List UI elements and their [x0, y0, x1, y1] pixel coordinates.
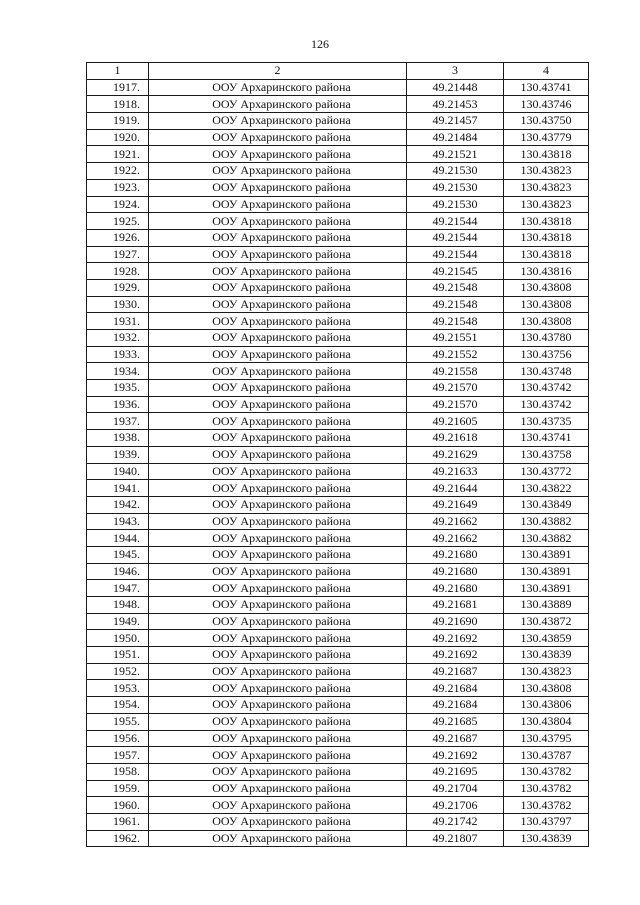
latitude-cell: 49.21680: [407, 546, 504, 563]
latitude-cell: 49.21690: [407, 613, 504, 630]
table-row: [87, 830, 589, 847]
row-number-cell: 1939.: [87, 446, 149, 463]
latitude-cell: 49.21692: [407, 647, 504, 664]
row-number-cell: 1930.: [87, 296, 149, 313]
row-number-cell: 1962.: [87, 830, 149, 847]
latitude-cell: 49.21742: [407, 813, 504, 830]
row-number-cell: 1933.: [87, 346, 149, 363]
object-name-cell: ООУ Архаринского района: [149, 697, 407, 714]
coordinates-table: [86, 62, 589, 847]
longitude-cell: 130.43872: [504, 613, 589, 630]
table-row: [87, 446, 589, 463]
object-name-cell: ООУ Архаринского района: [149, 496, 407, 513]
row-number-cell: 1937.: [87, 413, 149, 430]
latitude-cell: 49.21692: [407, 747, 504, 764]
table-row: [87, 463, 589, 480]
row-number-cell: 1926.: [87, 229, 149, 246]
latitude-cell: 49.21662: [407, 513, 504, 530]
object-name-cell: ООУ Архаринского района: [149, 263, 407, 280]
latitude-cell: 49.21570: [407, 380, 504, 397]
row-number-cell: 1938.: [87, 430, 149, 447]
table-row: [87, 780, 589, 797]
latitude-cell: 49.21548: [407, 296, 504, 313]
latitude-cell: 49.21544: [407, 213, 504, 230]
object-name-cell: ООУ Архаринского района: [149, 196, 407, 213]
longitude-cell: 130.43808: [504, 296, 589, 313]
longitude-cell: 130.43839: [504, 647, 589, 664]
object-name-cell: ООУ Архаринского района: [149, 513, 407, 530]
latitude-cell: 49.21457: [407, 113, 504, 130]
object-name-cell: ООУ Архаринского района: [149, 813, 407, 830]
latitude-cell: 49.21521: [407, 146, 504, 163]
object-name-cell: ООУ Архаринского района: [149, 413, 407, 430]
table-row: [87, 697, 589, 714]
object-name-cell: ООУ Архаринского района: [149, 113, 407, 130]
object-name-cell: ООУ Архаринского района: [149, 730, 407, 747]
longitude-cell: 130.43818: [504, 146, 589, 163]
row-number-cell: 1961.: [87, 813, 149, 830]
table-row: [87, 797, 589, 814]
object-name-cell: ООУ Архаринского района: [149, 96, 407, 113]
row-number-cell: 1959.: [87, 780, 149, 797]
row-number-cell: 1935.: [87, 380, 149, 397]
latitude-cell: 49.21552: [407, 346, 504, 363]
object-name-cell: ООУ Архаринского района: [149, 763, 407, 780]
table-row: [87, 630, 589, 647]
latitude-cell: 49.21687: [407, 730, 504, 747]
row-number-cell: 1928.: [87, 263, 149, 280]
object-name-cell: ООУ Архаринского района: [149, 613, 407, 630]
table-row: [87, 663, 589, 680]
row-number-cell: 1956.: [87, 730, 149, 747]
longitude-cell: 130.43750: [504, 113, 589, 130]
latitude-cell: 49.21807: [407, 830, 504, 847]
object-name-cell: ООУ Архаринского района: [149, 830, 407, 847]
longitude-cell: 130.43818: [504, 213, 589, 230]
row-number-cell: 1919.: [87, 113, 149, 130]
longitude-cell: 130.43839: [504, 830, 589, 847]
row-number-cell: 1918.: [87, 96, 149, 113]
table-row: [87, 380, 589, 397]
longitude-cell: 130.43818: [504, 229, 589, 246]
longitude-cell: 130.43882: [504, 530, 589, 547]
longitude-cell: 130.43779: [504, 129, 589, 146]
latitude-cell: 49.21558: [407, 363, 504, 380]
latitude-cell: 49.21570: [407, 396, 504, 413]
longitude-cell: 130.43806: [504, 697, 589, 714]
row-number-cell: 1932.: [87, 330, 149, 347]
header-col-4: 4: [504, 63, 589, 80]
object-name-cell: ООУ Архаринского района: [149, 163, 407, 180]
latitude-cell: 49.21544: [407, 246, 504, 263]
object-name-cell: ООУ Архаринского района: [149, 229, 407, 246]
latitude-cell: 49.21544: [407, 229, 504, 246]
object-name-cell: ООУ Архаринского района: [149, 680, 407, 697]
longitude-cell: 130.43741: [504, 430, 589, 447]
table-row: [87, 496, 589, 513]
longitude-cell: 130.43808: [504, 313, 589, 330]
latitude-cell: 49.21530: [407, 179, 504, 196]
latitude-cell: 49.21649: [407, 496, 504, 513]
table-row: [87, 113, 589, 130]
latitude-cell: 49.21680: [407, 580, 504, 597]
object-name-cell: ООУ Архаринского района: [149, 279, 407, 296]
longitude-cell: 130.43804: [504, 713, 589, 730]
latitude-cell: 49.21548: [407, 313, 504, 330]
table-row: [87, 813, 589, 830]
latitude-cell: 49.21548: [407, 279, 504, 296]
longitude-cell: 130.43816: [504, 263, 589, 280]
table-row: [87, 530, 589, 547]
table-row: [87, 363, 589, 380]
object-name-cell: ООУ Архаринского района: [149, 663, 407, 680]
table-row: [87, 513, 589, 530]
longitude-cell: 130.43797: [504, 813, 589, 830]
row-number-cell: 1921.: [87, 146, 149, 163]
row-number-cell: 1946.: [87, 563, 149, 580]
table-row: [87, 597, 589, 614]
object-name-cell: ООУ Архаринского района: [149, 530, 407, 547]
latitude-cell: 49.21453: [407, 96, 504, 113]
object-name-cell: ООУ Архаринского района: [149, 213, 407, 230]
object-name-cell: ООУ Архаринского района: [149, 597, 407, 614]
latitude-cell: 49.21633: [407, 463, 504, 480]
table-row: [87, 396, 589, 413]
row-number-cell: 1925.: [87, 213, 149, 230]
table-row: [87, 747, 589, 764]
table-row: [87, 163, 589, 180]
latitude-cell: 49.21448: [407, 79, 504, 96]
table-row: [87, 96, 589, 113]
table-row: [87, 229, 589, 246]
row-number-cell: 1943.: [87, 513, 149, 530]
longitude-cell: 130.43823: [504, 163, 589, 180]
object-name-cell: ООУ Архаринского района: [149, 313, 407, 330]
longitude-cell: 130.43780: [504, 330, 589, 347]
longitude-cell: 130.43818: [504, 246, 589, 263]
object-name-cell: ООУ Архаринского района: [149, 430, 407, 447]
table-row: [87, 430, 589, 447]
longitude-cell: 130.43746: [504, 96, 589, 113]
longitude-cell: 130.43823: [504, 179, 589, 196]
object-name-cell: ООУ Архаринского района: [149, 546, 407, 563]
table-row: [87, 213, 589, 230]
object-name-cell: ООУ Архаринского района: [149, 129, 407, 146]
row-number-cell: 1951.: [87, 647, 149, 664]
row-number-cell: 1940.: [87, 463, 149, 480]
header-col-3: 3: [407, 63, 504, 80]
latitude-cell: 49.21618: [407, 430, 504, 447]
row-number-cell: 1936.: [87, 396, 149, 413]
longitude-cell: 130.43882: [504, 513, 589, 530]
table-row: [87, 79, 589, 96]
latitude-cell: 49.21605: [407, 413, 504, 430]
object-name-cell: ООУ Архаринского района: [149, 747, 407, 764]
row-number-cell: 1953.: [87, 680, 149, 697]
table-row: [87, 563, 589, 580]
object-name-cell: ООУ Архаринского района: [149, 713, 407, 730]
table-row: [87, 179, 589, 196]
table-row: [87, 263, 589, 280]
object-name-cell: ООУ Архаринского района: [149, 563, 407, 580]
table-row: [87, 413, 589, 430]
table-row: [87, 146, 589, 163]
table-row: [87, 713, 589, 730]
object-name-cell: ООУ Архаринского района: [149, 480, 407, 497]
object-name-cell: ООУ Архаринского района: [149, 797, 407, 814]
object-name-cell: ООУ Архаринского района: [149, 79, 407, 96]
latitude-cell: 49.21629: [407, 446, 504, 463]
longitude-cell: 130.43808: [504, 680, 589, 697]
latitude-cell: 49.21680: [407, 563, 504, 580]
longitude-cell: 130.43735: [504, 413, 589, 430]
row-number-cell: 1952.: [87, 663, 149, 680]
longitude-cell: 130.43742: [504, 380, 589, 397]
longitude-cell: 130.43891: [504, 563, 589, 580]
longitude-cell: 130.43808: [504, 279, 589, 296]
row-number-cell: 1922.: [87, 163, 149, 180]
row-number-cell: 1954.: [87, 697, 149, 714]
longitude-cell: 130.43742: [504, 396, 589, 413]
table-row: [87, 279, 589, 296]
table-row: [87, 730, 589, 747]
longitude-cell: 130.43891: [504, 580, 589, 597]
row-number-cell: 1927.: [87, 246, 149, 263]
object-name-cell: ООУ Архаринского района: [149, 463, 407, 480]
longitude-cell: 130.43823: [504, 196, 589, 213]
table-row: [87, 296, 589, 313]
latitude-cell: 49.21484: [407, 129, 504, 146]
table-row: [87, 330, 589, 347]
table-header: [87, 63, 589, 80]
table-row: [87, 647, 589, 664]
longitude-cell: 130.43889: [504, 597, 589, 614]
longitude-cell: 130.43758: [504, 446, 589, 463]
latitude-cell: 49.21685: [407, 713, 504, 730]
object-name-cell: ООУ Архаринского района: [149, 446, 407, 463]
row-number-cell: 1920.: [87, 129, 149, 146]
row-number-cell: 1955.: [87, 713, 149, 730]
longitude-cell: 130.43782: [504, 780, 589, 797]
table-row: [87, 480, 589, 497]
row-number-cell: 1950.: [87, 630, 149, 647]
object-name-cell: ООУ Архаринского района: [149, 396, 407, 413]
object-name-cell: ООУ Архаринского района: [149, 346, 407, 363]
row-number-cell: 1931.: [87, 313, 149, 330]
longitude-cell: 130.43772: [504, 463, 589, 480]
longitude-cell: 130.43787: [504, 747, 589, 764]
object-name-cell: ООУ Архаринского района: [149, 179, 407, 196]
table-row: [87, 580, 589, 597]
object-name-cell: ООУ Архаринского района: [149, 380, 407, 397]
row-number-cell: 1958.: [87, 763, 149, 780]
header-col-2: 2: [149, 63, 407, 80]
latitude-cell: 49.21692: [407, 630, 504, 647]
longitude-cell: 130.43756: [504, 346, 589, 363]
table-body: [87, 79, 589, 847]
latitude-cell: 49.21695: [407, 763, 504, 780]
latitude-cell: 49.21644: [407, 480, 504, 497]
latitude-cell: 49.21706: [407, 797, 504, 814]
object-name-cell: ООУ Архаринского района: [149, 296, 407, 313]
row-number-cell: 1917.: [87, 79, 149, 96]
object-name-cell: ООУ Архаринского района: [149, 363, 407, 380]
row-number-cell: 1924.: [87, 196, 149, 213]
row-number-cell: 1960.: [87, 797, 149, 814]
longitude-cell: 130.43782: [504, 763, 589, 780]
longitude-cell: 130.43822: [504, 480, 589, 497]
longitude-cell: 130.43795: [504, 730, 589, 747]
header-row: [87, 63, 589, 80]
longitude-cell: 130.43823: [504, 663, 589, 680]
row-number-cell: 1944.: [87, 530, 149, 547]
table-row: [87, 613, 589, 630]
row-number-cell: 1923.: [87, 179, 149, 196]
table-row: [87, 246, 589, 263]
table-row: [87, 346, 589, 363]
longitude-cell: 130.43849: [504, 496, 589, 513]
row-number-cell: 1942.: [87, 496, 149, 513]
row-number-cell: 1947.: [87, 580, 149, 597]
longitude-cell: 130.43782: [504, 797, 589, 814]
table-row: [87, 196, 589, 213]
table-row: [87, 546, 589, 563]
row-number-cell: 1941.: [87, 480, 149, 497]
latitude-cell: 49.21530: [407, 163, 504, 180]
latitude-cell: 49.21551: [407, 330, 504, 347]
object-name-cell: ООУ Архаринского района: [149, 146, 407, 163]
object-name-cell: ООУ Архаринского района: [149, 246, 407, 263]
longitude-cell: 130.43859: [504, 630, 589, 647]
object-name-cell: ООУ Архаринского района: [149, 780, 407, 797]
latitude-cell: 49.21662: [407, 530, 504, 547]
table-row: [87, 129, 589, 146]
latitude-cell: 49.21545: [407, 263, 504, 280]
table-row: [87, 680, 589, 697]
row-number-cell: 1957.: [87, 747, 149, 764]
object-name-cell: ООУ Архаринского района: [149, 330, 407, 347]
latitude-cell: 49.21681: [407, 597, 504, 614]
longitude-cell: 130.43741: [504, 79, 589, 96]
longitude-cell: 130.43891: [504, 546, 589, 563]
object-name-cell: ООУ Архаринского района: [149, 580, 407, 597]
latitude-cell: 49.21704: [407, 780, 504, 797]
object-name-cell: ООУ Архаринского района: [149, 647, 407, 664]
latitude-cell: 49.21684: [407, 680, 504, 697]
table-row: [87, 313, 589, 330]
row-number-cell: 1945.: [87, 546, 149, 563]
table-row: [87, 763, 589, 780]
row-number-cell: 1934.: [87, 363, 149, 380]
row-number-cell: 1949.: [87, 613, 149, 630]
page-number: 126: [311, 37, 329, 51]
latitude-cell: 49.21530: [407, 196, 504, 213]
row-number-cell: 1929.: [87, 279, 149, 296]
latitude-cell: 49.21684: [407, 697, 504, 714]
object-name-cell: ООУ Архаринского района: [149, 630, 407, 647]
row-number-cell: 1948.: [87, 597, 149, 614]
latitude-cell: 49.21687: [407, 663, 504, 680]
header-col-1: 1: [87, 63, 149, 80]
longitude-cell: 130.43748: [504, 363, 589, 380]
